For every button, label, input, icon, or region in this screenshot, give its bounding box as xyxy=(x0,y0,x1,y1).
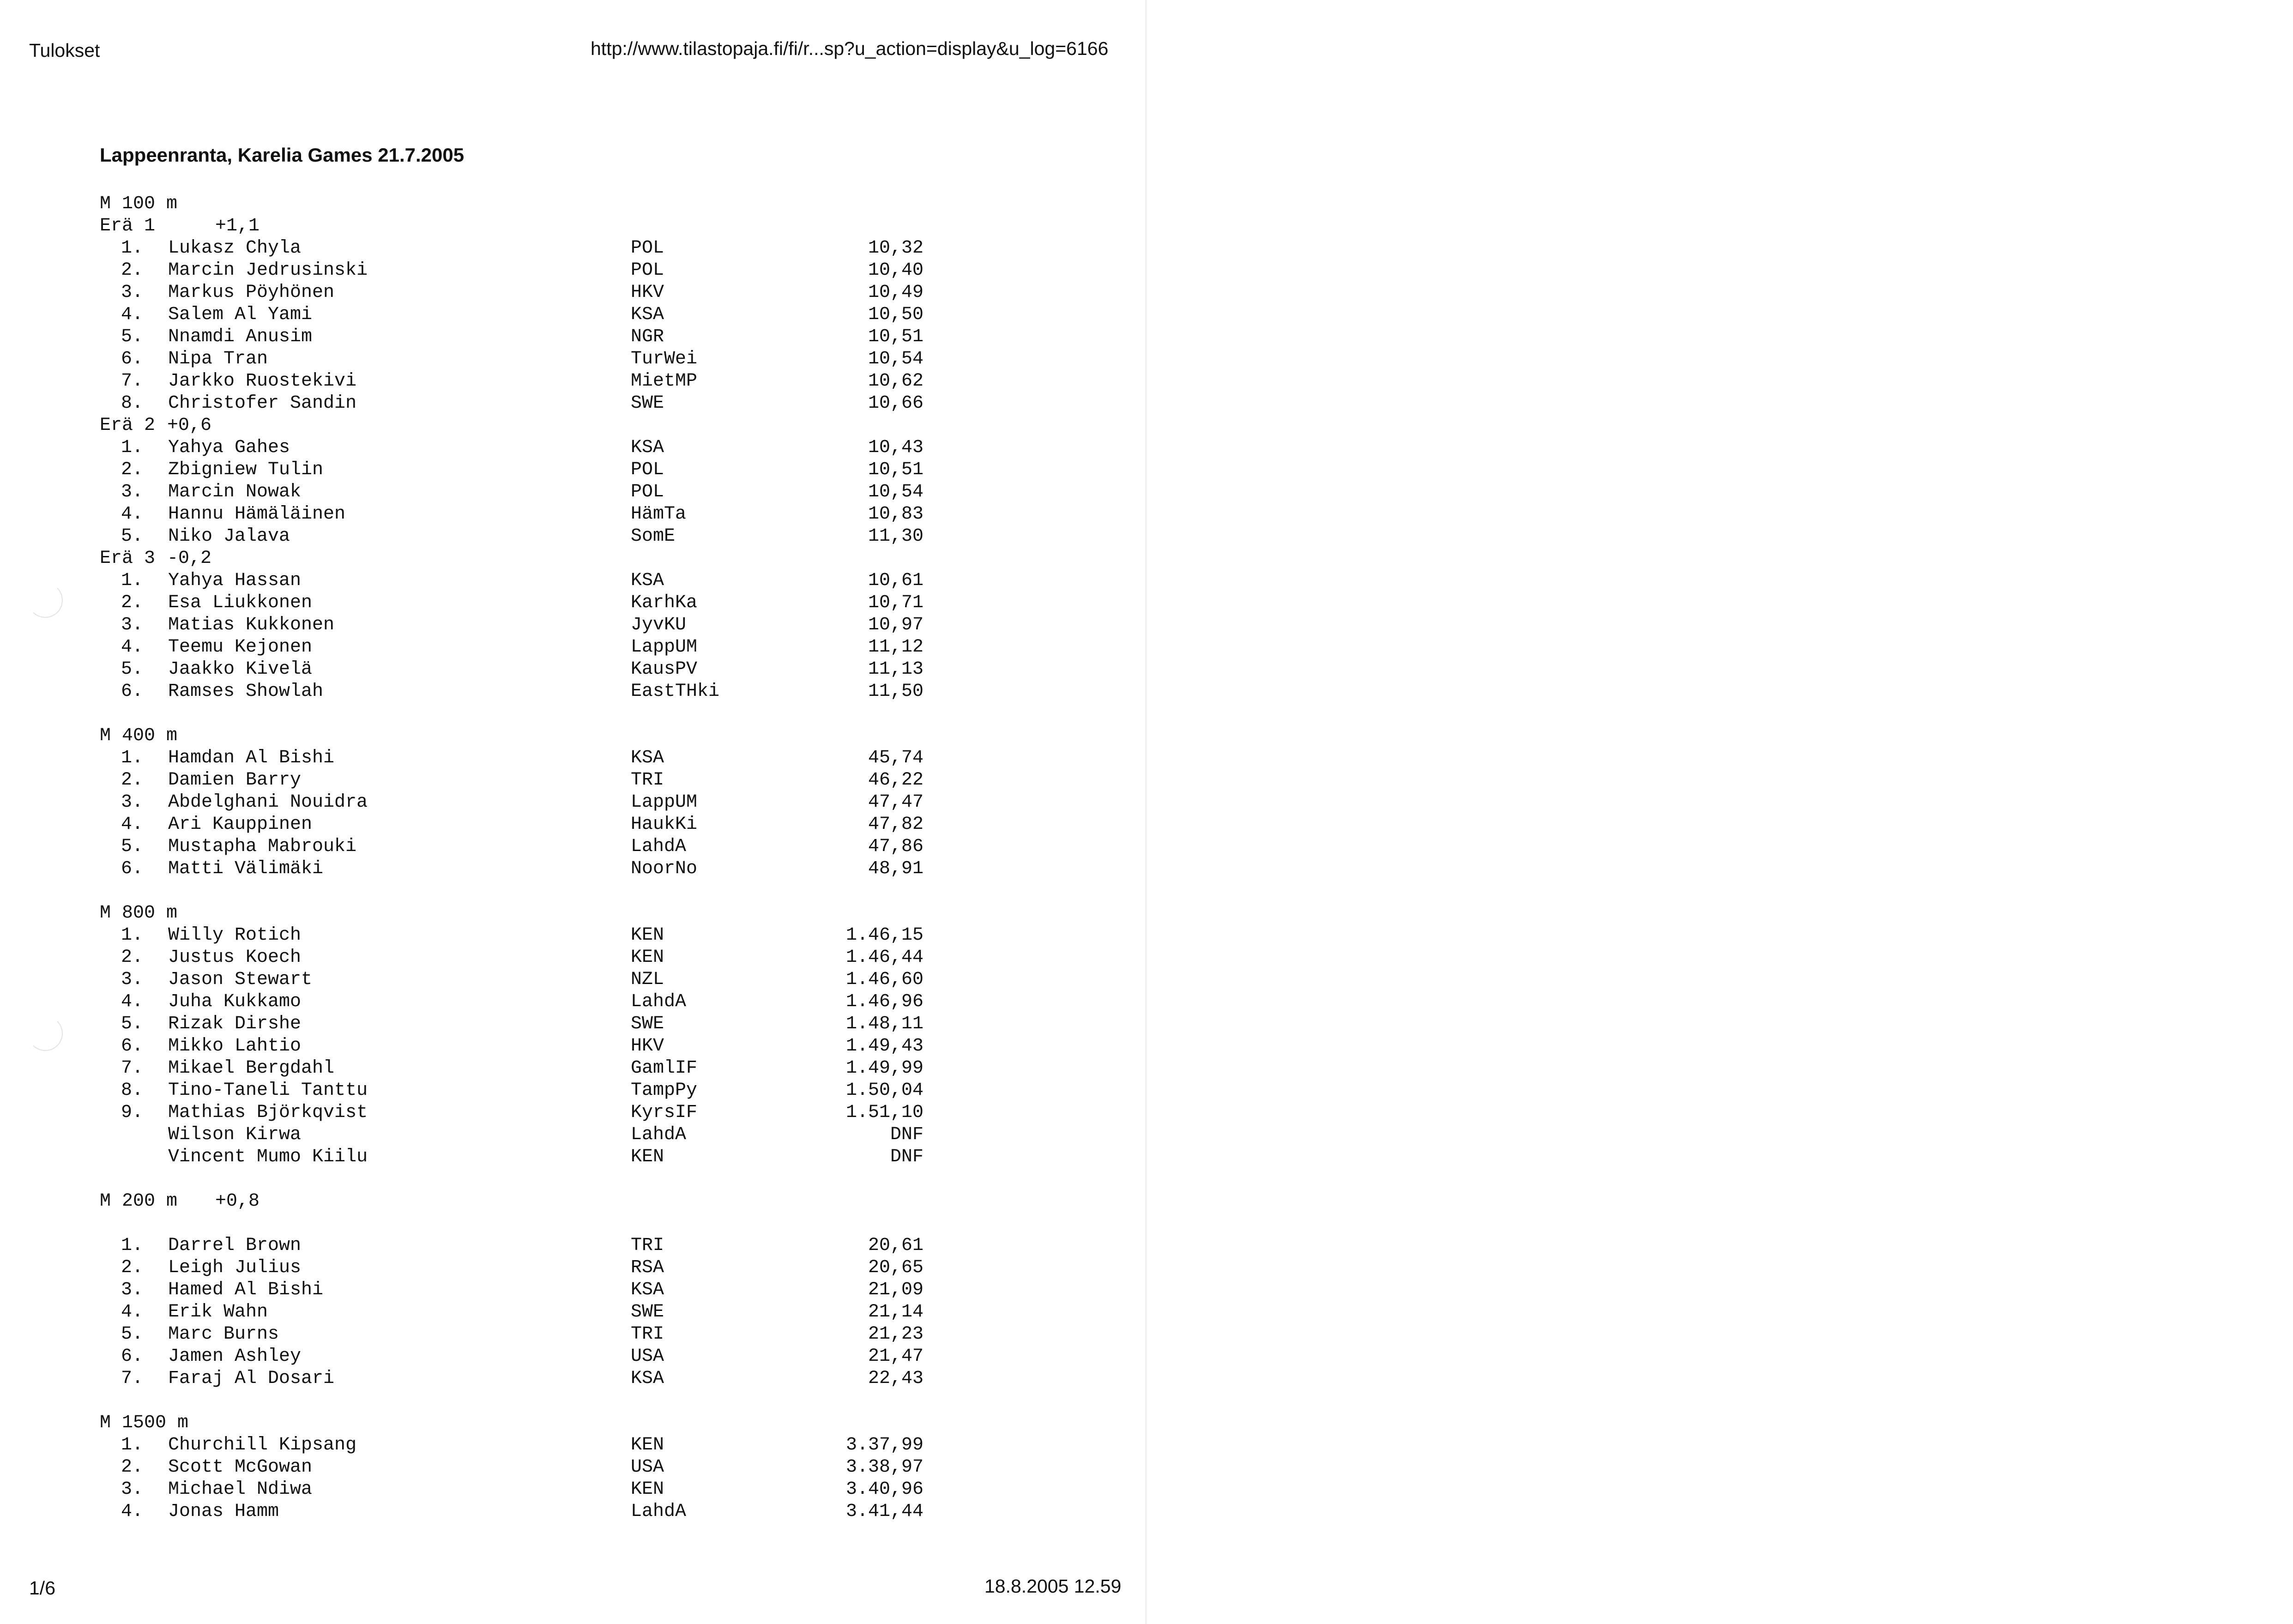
event-wind: +0,8 xyxy=(215,1191,260,1212)
athlete-name: Markus Pöyhönen xyxy=(168,282,335,303)
athlete-name: Erik Wahn xyxy=(168,1302,268,1322)
result-time: 10,43 xyxy=(868,437,923,458)
heat-label: Erä 1 xyxy=(100,216,156,236)
result-row xyxy=(0,481,1108,503)
result-time: 11,30 xyxy=(868,526,923,547)
athlete-name: Salem Al Yami xyxy=(168,304,313,325)
result-time: 20,65 xyxy=(868,1257,923,1278)
heat-heading xyxy=(0,415,1108,437)
result-row xyxy=(0,525,1108,548)
result-row xyxy=(0,1035,1108,1057)
heat-wind: +0,6 xyxy=(167,415,212,436)
heat-label: Erä 3 xyxy=(100,548,156,569)
placing: 5. xyxy=(121,659,144,680)
athlete-name: Christofer Sandin xyxy=(168,393,357,414)
club-code: MietMP xyxy=(631,371,698,392)
club-code: KSA xyxy=(631,570,664,591)
club-code: SomE xyxy=(631,526,676,547)
club-code: KarhKa xyxy=(631,592,698,613)
result-time: 3.41,44 xyxy=(845,1501,923,1522)
result-row xyxy=(0,260,1108,282)
result-row xyxy=(0,437,1108,459)
result-time: 10,62 xyxy=(868,371,923,392)
result-row xyxy=(0,503,1108,525)
scan-page-edge xyxy=(1145,0,1147,1624)
placing: 8. xyxy=(121,1080,144,1101)
page-title: Lappeenranta, Karelia Games 21.7.2005 xyxy=(100,144,465,166)
club-code: SWE xyxy=(631,393,664,414)
heat-heading xyxy=(0,548,1108,570)
result-time: 21,47 xyxy=(868,1346,923,1367)
placing: 2. xyxy=(121,1457,144,1478)
result-time: 46,22 xyxy=(868,770,923,791)
athlete-name: Juha Kukkamo xyxy=(168,991,302,1012)
placing: 3. xyxy=(121,969,144,990)
heat-label: Erä 2 xyxy=(100,415,156,436)
section-gap xyxy=(0,1390,1108,1412)
placing: 4. xyxy=(121,504,144,525)
athlete-name: Faraj Al Dosari xyxy=(168,1368,335,1389)
result-row xyxy=(0,592,1108,614)
athlete-name: Lukasz Chyla xyxy=(168,238,302,259)
club-code: KSA xyxy=(631,304,664,325)
athlete-name: Jamen Ashley xyxy=(168,1346,302,1367)
placing: 2. xyxy=(121,947,144,968)
placing: 1. xyxy=(121,1435,144,1455)
result-row xyxy=(0,1124,1108,1146)
result-row xyxy=(0,1456,1108,1479)
event-heading xyxy=(0,193,1108,215)
result-time: 1.46,96 xyxy=(845,991,923,1012)
placing: 7. xyxy=(121,1058,144,1079)
club-code: LahdA xyxy=(631,836,687,857)
placing: 4. xyxy=(121,304,144,325)
result-time: DNF xyxy=(890,1147,923,1167)
results-list xyxy=(0,193,1108,1523)
club-code: KSA xyxy=(631,1368,664,1389)
result-time: 1.49,99 xyxy=(845,1058,923,1079)
result-time: 45,74 xyxy=(868,748,923,768)
athlete-name: Rizak Dirshe xyxy=(168,1014,302,1034)
result-time: 20,61 xyxy=(868,1235,923,1256)
athlete-name: Marc Burns xyxy=(168,1324,279,1345)
result-time: 22,43 xyxy=(868,1368,923,1389)
event-heading xyxy=(0,725,1108,747)
club-code: KSA xyxy=(631,1280,664,1300)
event-name: M 100 m xyxy=(100,193,178,214)
placing: 4. xyxy=(121,991,144,1012)
result-row xyxy=(0,370,1108,392)
club-code: TRI xyxy=(631,1324,664,1345)
result-row xyxy=(0,1013,1108,1035)
result-row xyxy=(0,282,1108,304)
result-time: DNF xyxy=(890,1124,923,1145)
club-code: LahdA xyxy=(631,1501,687,1522)
result-row xyxy=(0,681,1108,703)
placing: 1. xyxy=(121,748,144,768)
result-time: 1.49,43 xyxy=(845,1036,923,1057)
club-code: NGR xyxy=(631,326,664,347)
athlete-name: Jason Stewart xyxy=(168,969,313,990)
club-code: TampPy xyxy=(631,1080,698,1101)
result-time: 21,23 xyxy=(868,1324,923,1345)
result-time: 11,13 xyxy=(868,659,923,680)
result-row xyxy=(0,769,1108,791)
placing: 2. xyxy=(121,459,144,480)
result-row xyxy=(0,570,1108,592)
athlete-name: Willy Rotich xyxy=(168,925,302,946)
athlete-name: Mikko Lahtio xyxy=(168,1036,302,1057)
result-row xyxy=(0,326,1108,348)
club-code: LappUM xyxy=(631,637,698,658)
athlete-name: Marcin Nowak xyxy=(168,482,302,502)
result-row xyxy=(0,658,1108,681)
event-name: M 200 m xyxy=(100,1191,178,1212)
athlete-name: Matias Kukkonen xyxy=(168,615,335,635)
result-time: 1.51,10 xyxy=(845,1102,923,1123)
club-code: KSA xyxy=(631,437,664,458)
athlete-name: Jaakko Kivelä xyxy=(168,659,313,680)
result-time: 3.40,96 xyxy=(845,1479,923,1500)
club-code: KEN xyxy=(631,947,664,968)
result-row xyxy=(0,348,1108,370)
result-time: 10,66 xyxy=(868,393,923,414)
result-time: 10,97 xyxy=(868,615,923,635)
placing: 2. xyxy=(121,770,144,791)
club-code: POL xyxy=(631,238,664,259)
placing: 4. xyxy=(121,814,144,835)
result-time: 10,51 xyxy=(868,459,923,480)
athlete-name: Vincent Mumo Kiilu xyxy=(168,1147,368,1167)
result-time: 11,50 xyxy=(868,681,923,702)
result-row xyxy=(0,614,1108,636)
result-row xyxy=(0,304,1108,326)
result-time: 48,91 xyxy=(868,858,923,879)
club-code: TRI xyxy=(631,1235,664,1256)
placing: 1. xyxy=(121,238,144,259)
placing: 3. xyxy=(121,282,144,303)
placing: 3. xyxy=(121,482,144,502)
result-time: 10,54 xyxy=(868,349,923,369)
athlete-name: Tino-Taneli Tanttu xyxy=(168,1080,368,1101)
athlete-name: Yahya Gahes xyxy=(168,437,290,458)
result-time: 1.48,11 xyxy=(845,1014,923,1034)
athlete-name: Ari Kauppinen xyxy=(168,814,313,835)
result-time: 10,71 xyxy=(868,592,923,613)
result-row xyxy=(0,924,1108,947)
placing: 5. xyxy=(121,836,144,857)
athlete-name: Hannu Hämäläinen xyxy=(168,504,346,525)
athlete-name: Michael Ndiwa xyxy=(168,1479,313,1500)
club-code: TurWei xyxy=(631,349,698,369)
athlete-name: Nipa Tran xyxy=(168,349,268,369)
event-heading xyxy=(0,1190,1108,1213)
result-row xyxy=(0,1235,1108,1257)
club-code: USA xyxy=(631,1346,664,1367)
result-row xyxy=(0,747,1108,769)
club-code: HaukKi xyxy=(631,814,698,835)
punch-hole-mark xyxy=(28,1016,63,1051)
club-code: LappUM xyxy=(631,792,698,813)
club-code: KEN xyxy=(631,1147,664,1167)
athlete-name: Churchill Kipsang xyxy=(168,1435,357,1455)
result-row xyxy=(0,1057,1108,1080)
result-row xyxy=(0,459,1108,481)
athlete-name: Niko Jalava xyxy=(168,526,290,547)
club-code: USA xyxy=(631,1457,664,1478)
club-code: KyrsIF xyxy=(631,1102,698,1123)
club-code: HKV xyxy=(631,1036,664,1057)
club-code: JyvKU xyxy=(631,615,687,635)
placing: 6. xyxy=(121,1346,144,1367)
club-code: SWE xyxy=(631,1302,664,1322)
result-time: 1.46,15 xyxy=(845,925,923,946)
event-name: M 400 m xyxy=(100,725,178,746)
athlete-name: Teemu Kejonen xyxy=(168,637,313,658)
result-row xyxy=(0,237,1108,260)
club-code: POL xyxy=(631,260,664,281)
result-time: 3.38,97 xyxy=(845,1457,923,1478)
placing: 9. xyxy=(121,1102,144,1123)
placing: 6. xyxy=(121,349,144,369)
result-row xyxy=(0,1080,1108,1102)
athlete-name: Hamed Al Bishi xyxy=(168,1280,324,1300)
result-row xyxy=(0,836,1108,858)
heat-wind: +1,1 xyxy=(215,216,260,236)
club-code: SWE xyxy=(631,1014,664,1034)
club-code: HämTa xyxy=(631,504,687,525)
header-url: http://www.tilastopaja.fi/fi/r...sp?u_action=display&u_log=6166 xyxy=(591,38,1109,59)
placing: 5. xyxy=(121,526,144,547)
section-gap xyxy=(0,703,1108,725)
athlete-name: Jarkko Ruostekivi xyxy=(168,371,357,392)
result-time: 11,12 xyxy=(868,637,923,658)
result-row xyxy=(0,791,1108,814)
club-code: KEN xyxy=(631,925,664,946)
club-code: POL xyxy=(631,459,664,480)
club-code: KEN xyxy=(631,1479,664,1500)
result-row xyxy=(0,1323,1108,1346)
result-row xyxy=(0,814,1108,836)
club-code: LahdA xyxy=(631,991,687,1012)
result-row xyxy=(0,1102,1108,1124)
placing: 8. xyxy=(121,393,144,414)
athlete-name: Matti Välimäki xyxy=(168,858,324,879)
section-gap xyxy=(0,880,1108,902)
result-time: 10,54 xyxy=(868,482,923,502)
placing: 7. xyxy=(121,371,144,392)
club-code: NoorNo xyxy=(631,858,698,879)
event-heading xyxy=(0,1412,1108,1434)
placing: 6. xyxy=(121,681,144,702)
club-code: KEN xyxy=(631,1435,664,1455)
athlete-name: Justus Koech xyxy=(168,947,302,968)
result-time: 1.50,04 xyxy=(845,1080,923,1101)
result-row xyxy=(0,636,1108,658)
section-gap xyxy=(0,1168,1108,1190)
result-time: 47,82 xyxy=(868,814,923,835)
result-row xyxy=(0,1279,1108,1301)
athlete-name: Mathias Björkqvist xyxy=(168,1102,368,1123)
club-code: RSA xyxy=(631,1257,664,1278)
placing: 1. xyxy=(121,925,144,946)
section-gap xyxy=(0,1213,1108,1235)
footer-timestamp: 18.8.2005 12.59 xyxy=(984,1576,1122,1597)
placing: 2. xyxy=(121,1257,144,1278)
result-row xyxy=(0,1368,1108,1390)
result-time: 10,49 xyxy=(868,282,923,303)
athlete-name: Damien Barry xyxy=(168,770,302,791)
result-time: 21,09 xyxy=(868,1280,923,1300)
footer-page-number: 1/6 xyxy=(29,1577,55,1599)
club-code: KausPV xyxy=(631,659,698,680)
event-heading xyxy=(0,902,1108,924)
result-row xyxy=(0,1257,1108,1279)
placing: 3. xyxy=(121,615,144,635)
athlete-name: Abdelghani Nouidra xyxy=(168,792,368,813)
club-code: LahdA xyxy=(631,1124,687,1145)
athlete-name: Marcin Jedrusinski xyxy=(168,260,368,281)
club-code: KSA xyxy=(631,748,664,768)
result-time: 21,14 xyxy=(868,1302,923,1322)
result-row xyxy=(0,969,1108,991)
athlete-name: Ramses Showlah xyxy=(168,681,324,702)
result-time: 1.46,60 xyxy=(845,969,923,990)
club-code: TRI xyxy=(631,770,664,791)
placing: 3. xyxy=(121,1280,144,1300)
result-row xyxy=(0,1479,1108,1501)
result-time: 10,40 xyxy=(868,260,923,281)
placing: 5. xyxy=(121,1014,144,1034)
result-time: 47,47 xyxy=(868,792,923,813)
athlete-name: Jonas Hamm xyxy=(168,1501,279,1522)
placing: 2. xyxy=(121,592,144,613)
athlete-name: Mikael Bergdahl xyxy=(168,1058,335,1079)
result-time: 1.46,44 xyxy=(845,947,923,968)
placing: 4. xyxy=(121,637,144,658)
result-row xyxy=(0,1434,1108,1456)
result-row xyxy=(0,991,1108,1013)
result-row xyxy=(0,947,1108,969)
placing: 1. xyxy=(121,1235,144,1256)
placing: 4. xyxy=(121,1302,144,1322)
result-row xyxy=(0,1146,1108,1168)
club-code: GamlIF xyxy=(631,1058,698,1079)
athlete-name: Darrel Brown xyxy=(168,1235,302,1256)
placing: 4. xyxy=(121,1501,144,1522)
placing: 2. xyxy=(121,260,144,281)
event-name: M 800 m xyxy=(100,903,178,924)
result-time: 10,51 xyxy=(868,326,923,347)
placing: 7. xyxy=(121,1368,144,1389)
result-time: 10,32 xyxy=(868,238,923,259)
heat-heading xyxy=(0,215,1108,237)
athlete-name: Hamdan Al Bishi xyxy=(168,748,335,768)
result-row xyxy=(0,858,1108,880)
placing: 6. xyxy=(121,858,144,879)
result-time: 10,50 xyxy=(868,304,923,325)
placing: 1. xyxy=(121,437,144,458)
athlete-name: Nnamdi Anusim xyxy=(168,326,313,347)
event-name: M 1500 m xyxy=(100,1413,189,1433)
placing: 1. xyxy=(121,570,144,591)
athlete-name: Scott McGowan xyxy=(168,1457,313,1478)
result-time: 10,83 xyxy=(868,504,923,525)
result-row xyxy=(0,392,1108,415)
placing: 3. xyxy=(121,1479,144,1500)
athlete-name: Leigh Julius xyxy=(168,1257,302,1278)
athlete-name: Yahya Hassan xyxy=(168,570,302,591)
result-row xyxy=(0,1501,1108,1523)
placing: 3. xyxy=(121,792,144,813)
athlete-name: Zbigniew Tulin xyxy=(168,459,324,480)
result-row xyxy=(0,1301,1108,1323)
club-code: EastTHki xyxy=(631,681,720,702)
club-code: POL xyxy=(631,482,664,502)
result-row xyxy=(0,1346,1108,1368)
heat-wind: -0,2 xyxy=(167,548,212,569)
club-code: NZL xyxy=(631,969,664,990)
club-code: HKV xyxy=(631,282,664,303)
result-time: 10,61 xyxy=(868,570,923,591)
placing: 5. xyxy=(121,1324,144,1345)
header-left-title: Tulokset xyxy=(29,40,100,61)
athlete-name: Wilson Kirwa xyxy=(168,1124,302,1145)
placing: 6. xyxy=(121,1036,144,1057)
athlete-name: Esa Liukkonen xyxy=(168,592,313,613)
punch-hole-mark xyxy=(28,583,63,618)
result-time: 47,86 xyxy=(868,836,923,857)
placing: 5. xyxy=(121,326,144,347)
result-time: 3.37,99 xyxy=(845,1435,923,1455)
athlete-name: Mustapha Mabrouki xyxy=(168,836,357,857)
